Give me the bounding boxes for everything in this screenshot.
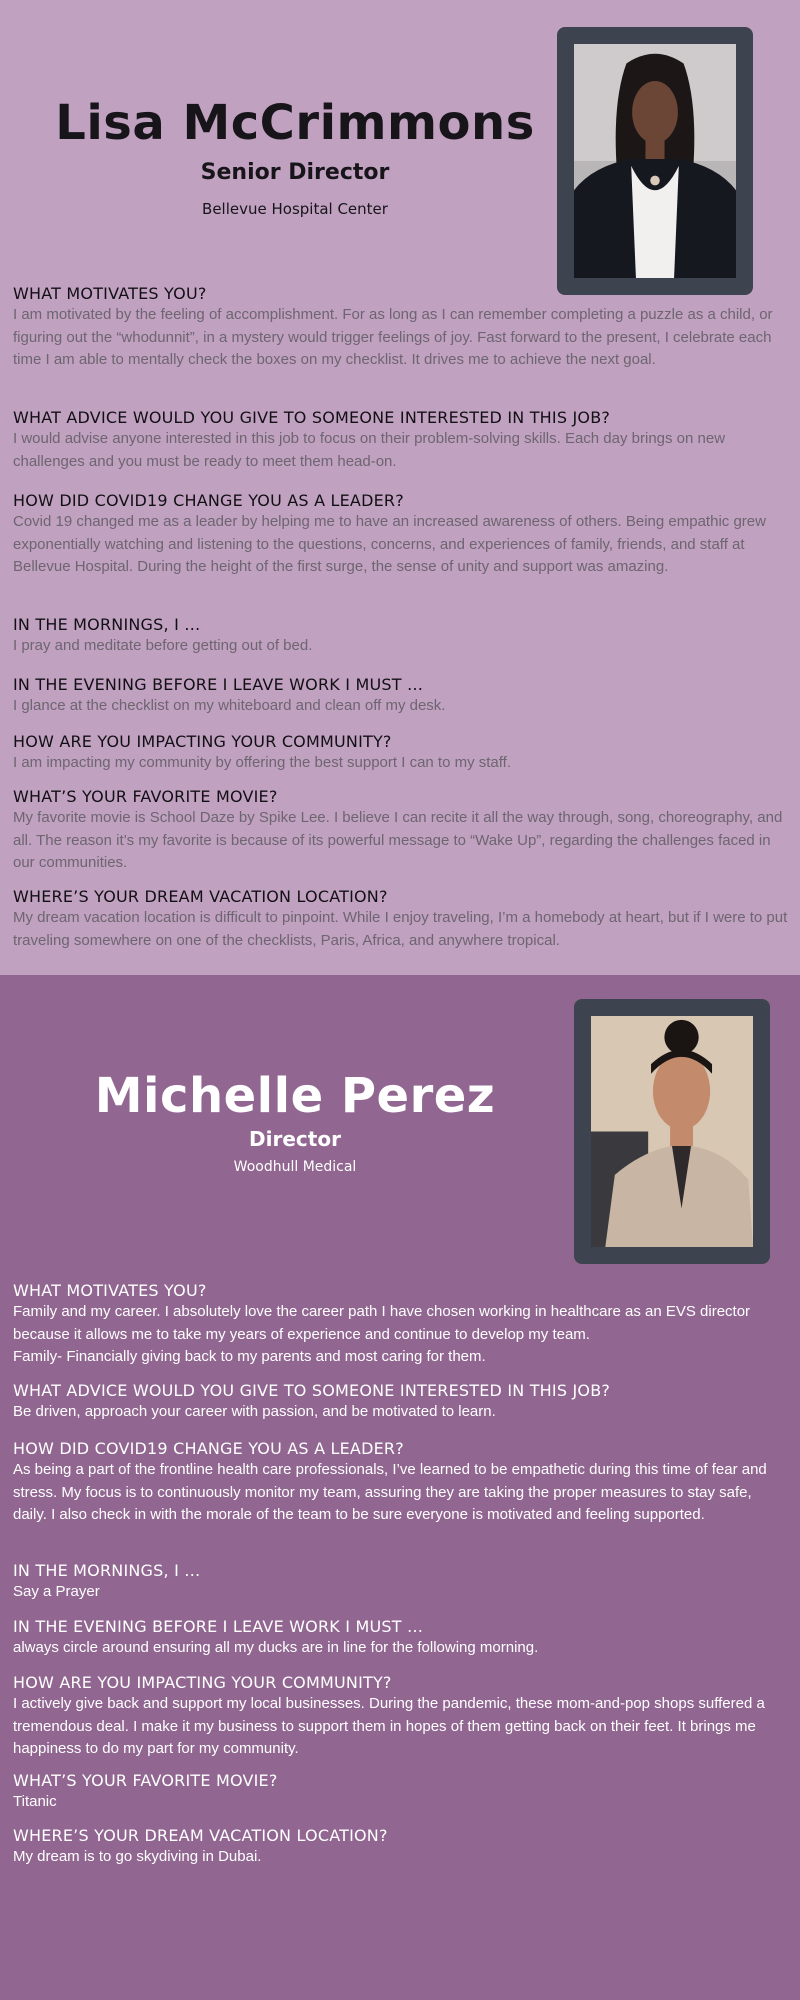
question-heading: HOW DID COVID19 CHANGE YOU AS A LEADER? [13,491,404,510]
question-heading: WHERE’S YOUR DREAM VACATION LOCATION? [13,1826,388,1845]
qa-item [13,1280,788,1369]
answer-text: I pray and meditate before getting out of bed. [13,637,313,654]
photo-frame [574,999,770,1264]
question-heading: IN THE MORNINGS, I … [13,1561,201,1580]
answer-text: I am impacting my community by offering the best support I can to my staff. [13,754,511,771]
qa-item [13,490,788,579]
profile-photo [574,44,736,278]
question-heading: WHERE’S YOUR DREAM VACATION LOCATION? [13,887,388,906]
question-heading: WHAT ADVICE WOULD YOU GIVE TO SOMEONE INTERESTED IN THIS JOB? [13,1381,611,1400]
answer-text: I would advise anyone interested in this job to focus on their problem-solving skills. Each day brings on new challenges and you must be ready to meet them head-on. [13,430,726,470]
qa-item [13,731,788,775]
qa-item [13,1438,788,1527]
question-heading: IN THE MORNINGS, I … [13,615,201,634]
profile-organization: Woodhull Medical [233,1159,357,1175]
question-heading: IN THE EVENING BEFORE I LEAVE WORK I MUST … [13,675,424,694]
answer-text: Family and my career. I absolutely love the career path I have chosen working in healthcare as an EVS director because it allows me to take my years of experience and continue to develop my team. Family- Financially giving back to my parents and most caring for them. [13,1303,751,1365]
answer-text: Titanic [13,1793,57,1810]
photo-frame [557,27,753,295]
answer-text: As being a part of the frontline health care professionals, I’ve learned to be empathetic during this time of fear and stress. My focus is to continuously monitor my team, assuring they are taking the proper measures to stay safe, daily. I also check in with the morale of the team to be sure everyone is motivated and feeling supported. [13,1461,767,1523]
profile-section-lisa [0,0,800,975]
question-heading: WHAT MOTIVATES YOU? [13,284,207,303]
answer-text: Say a Prayer [13,1583,100,1600]
profile-name: Michelle Perez [94,1068,496,1124]
qa-item [13,614,788,658]
qa-item [13,786,788,875]
question-heading: WHAT’S YOUR FAVORITE MOVIE? [13,1771,278,1790]
qa-item [13,886,788,952]
answer-text: My dream vacation location is difficult to pinpoint. While I enjoy traveling, I’m a homebody at heart, but if I were to put traveling somewhere on one of the checklists, Paris, Africa, and anywhere tropical. [13,909,788,949]
qa-item [13,674,788,718]
qa-item [13,1672,788,1761]
question-heading: HOW DID COVID19 CHANGE YOU AS A LEADER? [13,1439,404,1458]
qa-item [13,283,788,372]
profile-title: Director [249,1127,341,1151]
answer-text: I actively give back and support my local businesses. During the pandemic, these mom-and-pop shops suffered a tremendous deal. I make it my business to support them in hopes of them getting back on their feet. It brings me happiness to do my part for my community. [13,1695,765,1757]
answer-text: Covid 19 changed me as a leader by helping me to have an increased awareness of others. Being empathic grew exponentially watching and listening to the questions, concerns, and experiences of family, friends, and staff at Bellevue Hospital. During the height of the first surge, the sense of unity and support was amazing. [13,513,766,575]
qa-item [13,407,788,473]
question-heading: WHAT MOTIVATES YOU? [13,1281,207,1300]
question-heading: WHAT ADVICE WOULD YOU GIVE TO SOMEONE INTERESTED IN THIS JOB? [13,408,611,427]
question-heading: IN THE EVENING BEFORE I LEAVE WORK I MUST … [13,1617,424,1636]
question-heading: WHAT’S YOUR FAVORITE MOVIE? [13,787,278,806]
profile-photo [591,1016,753,1247]
answer-text: always circle around ensuring all my ducks are in line for the following morning. [13,1639,539,1656]
qa-item [13,1825,788,1869]
qa-item [13,1560,788,1604]
answer-text: My favorite movie is School Daze by Spike Lee. I believe I can recite it all the way through, song, choreography, and all. The reason it’s my favorite is because of its powerful message to “Wake Up”, regarding the challenges faced in our communities. [13,809,783,871]
answer-text: My dream is to go skydiving in Dubai. [13,1848,262,1865]
profile-name: Lisa McCrimmons [55,95,535,151]
question-heading: HOW ARE YOU IMPACTING YOUR COMMUNITY? [13,732,392,751]
profile-organization: Bellevue Hospital Center [202,200,388,218]
profile-section-michelle [0,975,800,2000]
answer-text: I glance at the checklist on my whiteboard and clean off my desk. [13,697,446,714]
qa-item [13,1770,788,1814]
question-heading: HOW ARE YOU IMPACTING YOUR COMMUNITY? [13,1673,392,1692]
answer-text: I am motivated by the feeling of accomplishment. For as long as I can remember completing a puzzle as a child, or figuring out the “whodunnit”, in a mystery would trigger feelings of joy. Fast forward to the present, I celebrate each time I am able to mentally check the boxes on my checklist. It drives me to achieve the next goal. [13,306,773,368]
qa-item [13,1380,788,1424]
qa-item [13,1616,788,1660]
answer-text: Be driven, approach your career with passion, and be motivated to learn. [13,1403,496,1420]
profile-title: Senior Director [200,160,390,185]
